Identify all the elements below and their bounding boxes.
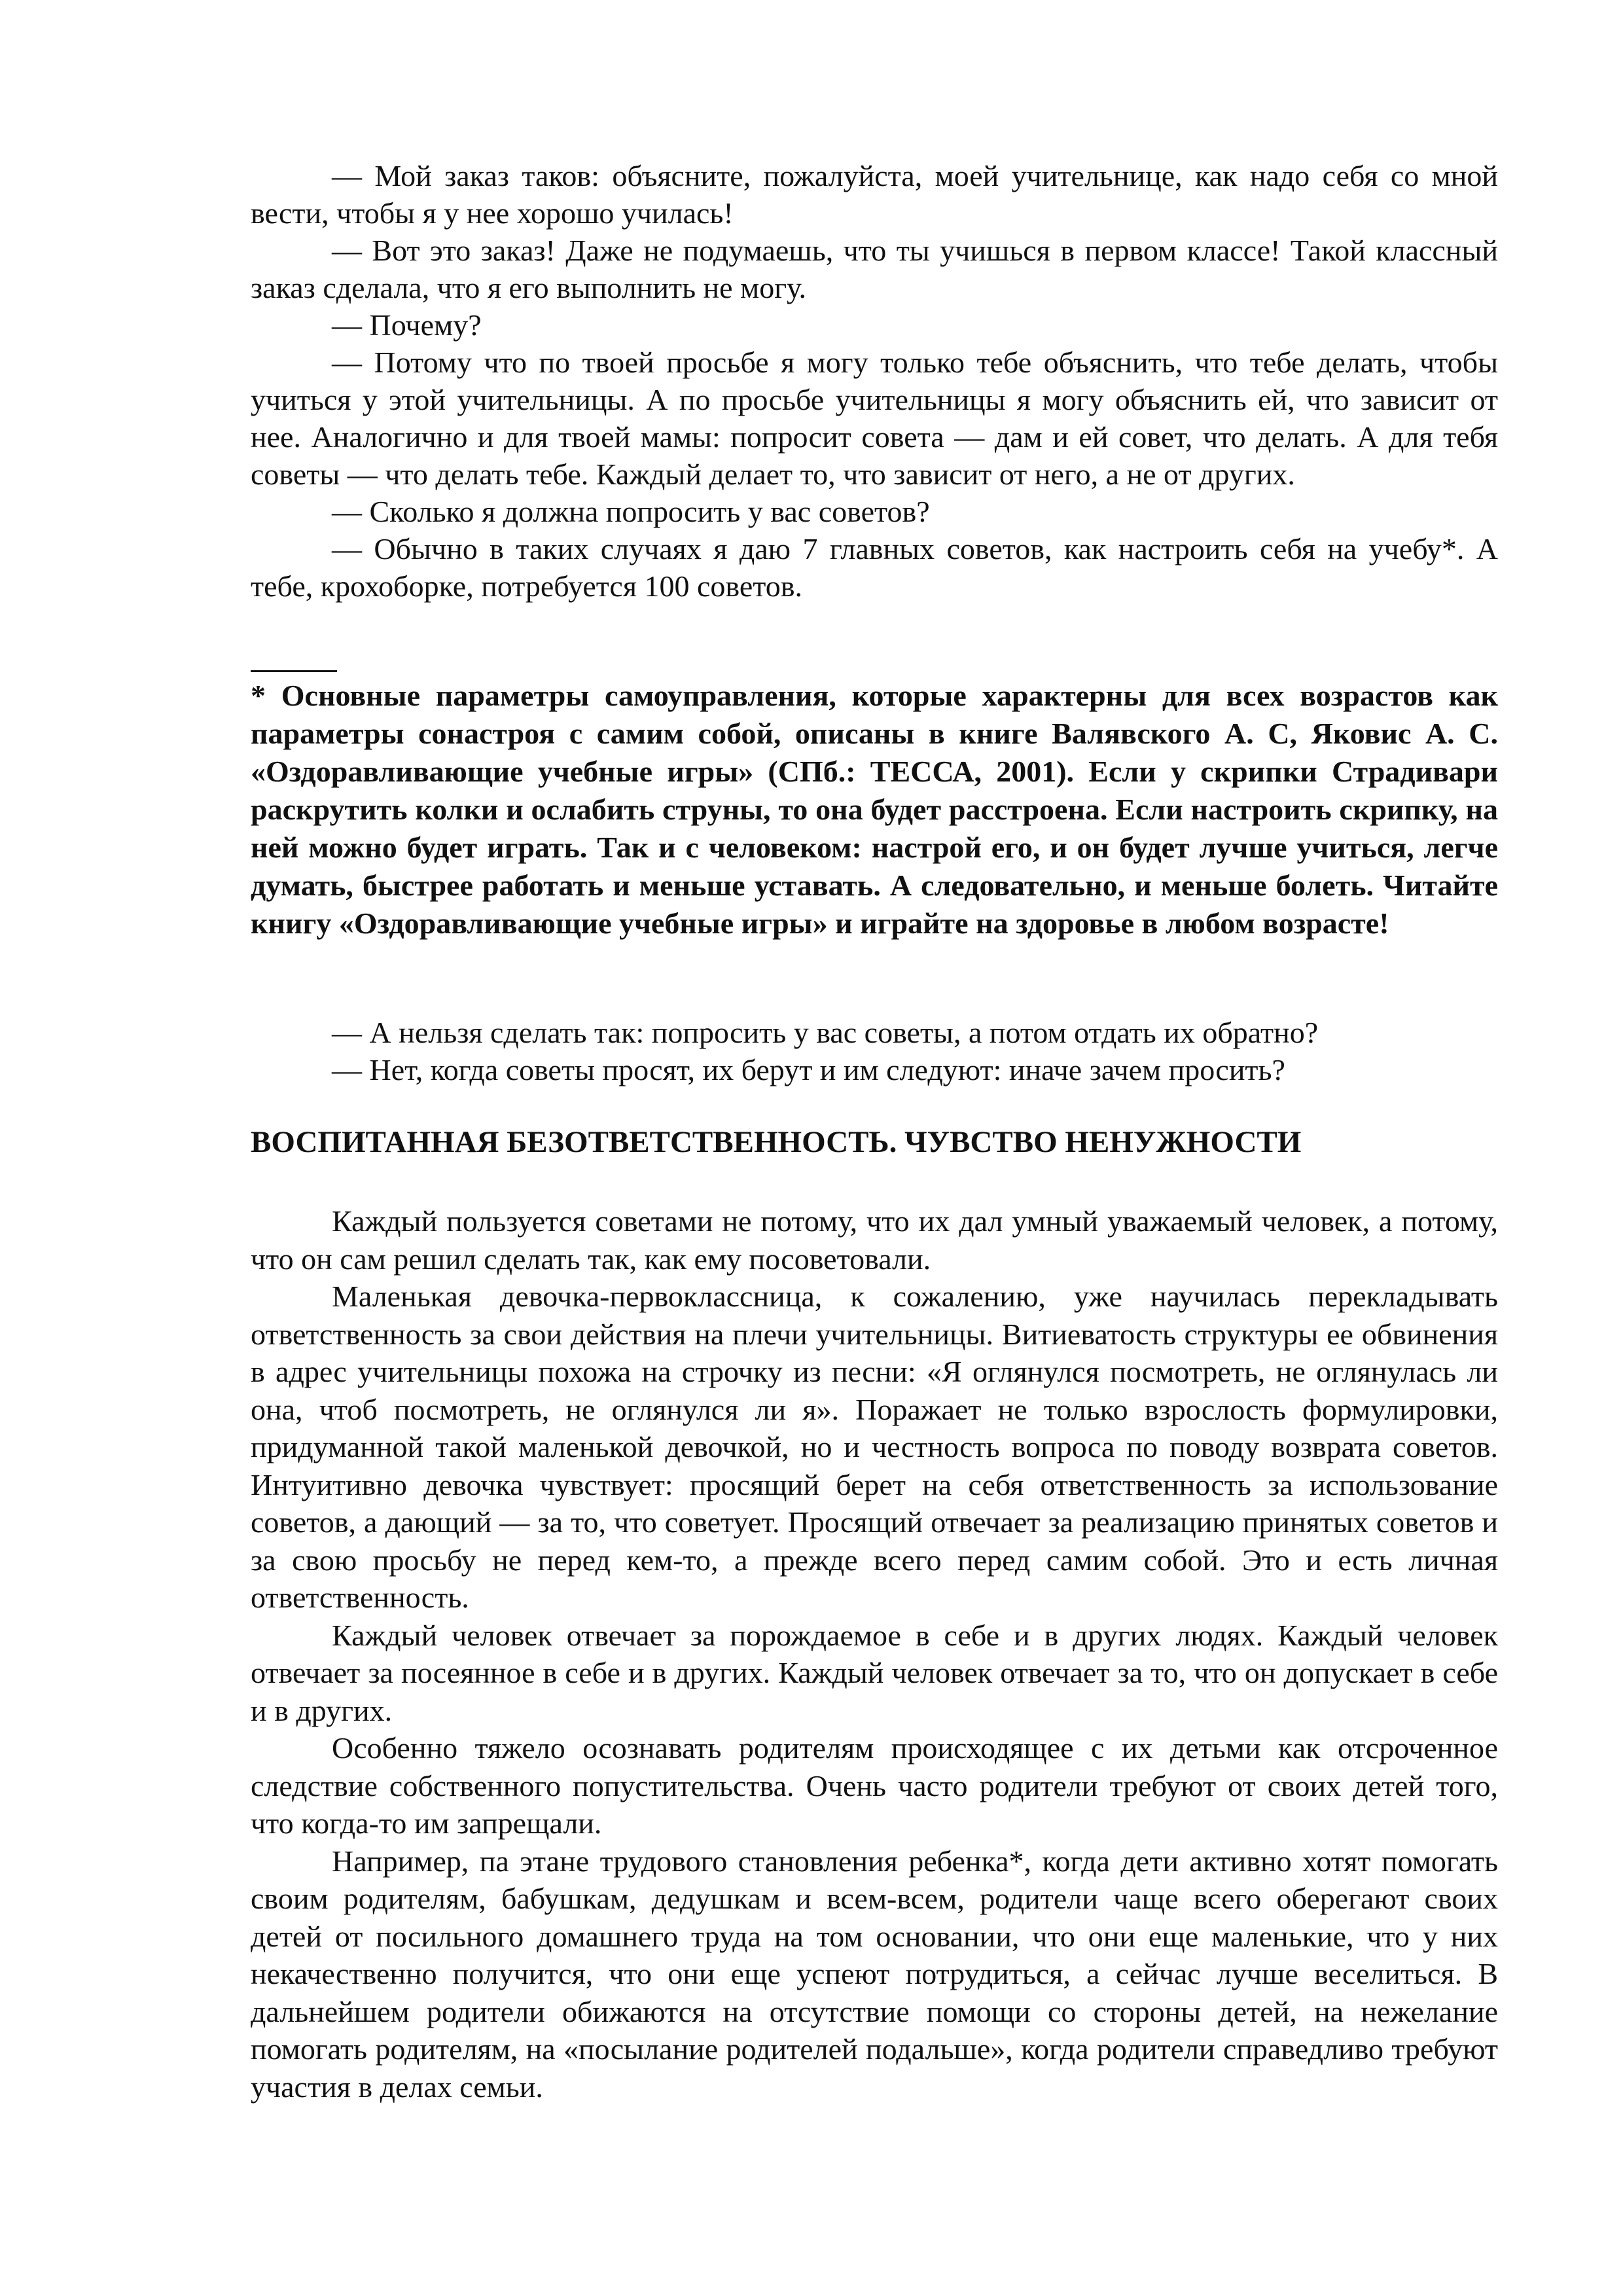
- dialogue-line: — Сколько я должна попросить у вас советов?: [332, 495, 930, 528]
- dialogue-line: — Обычно в таких случаях я даю 7 главных советов, как настроить себя на учебу*. А тебе, крохоборке, потребуется 100 советов.: [251, 532, 1498, 603]
- dialogue-line: — Потому что по твоей просьбе я могу только тебе объяснить, что тебе делать, чтобы учиться у этой учительницы. А по просьбе учительницы я могу объяснить ей, что зависит от нее. Аналогично и для твоей мамы: попросит совета — дам и ей совет, что делать. А для тебя советы — что делать тебе. Каждый делает то, что зависит от него, а не от других.: [251, 346, 1498, 491]
- dialogue-line: — Почему?: [332, 308, 482, 342]
- dialogue-line: — Вот это заказ! Даже не подумаешь, что ты учишься в первом классе! Такой классный заказ сделала, что я его выполнить не могу.: [251, 234, 1498, 304]
- body-paragraph: Особенно тяжело осознавать родителям происходящее с их детьми как отсроченное следствие собственного попустительства. Очень часто родители требуют от своих детей того, что когда-то им запрещали.: [251, 1731, 1498, 1840]
- body-paragraph: Например, па этане трудового становления ребенка*, когда дети активно хотят помогать своим родителям, бабушкам, дедушкам и всем-всем, родители чаще всего оберегают своих детей от посильного домашнего труда на том основании, что они еще маленькие, что у них некачественно получится, что они еще успеют потрудиться, а сейчас лучше веселиться. В дальнейшем родители обижаются на отсутствие помощи со стороны детей, на нежелание помогать родителям, на «посылание родителей подальше», когда родители справедливо требуют участия в делах семьи.: [251, 1844, 1498, 2104]
- footnote-divider: [251, 670, 337, 672]
- dialogue-top: [251, 157, 1498, 605]
- body-paragraph: Каждый пользуется советами не потому, что их дал умный уважаемый человек, а потому, что он сам решил сделать так, как ему посоветовали.: [251, 1204, 1498, 1276]
- section-heading-text: ВОСПИТАННАЯ БЕЗОТВЕТСТВЕННОСТЬ. ЧУВСТВО НЕНУЖНОСТИ: [251, 1125, 1302, 1159]
- dialogue-line: — Нет, когда советы просят, их берут и им следуют: иначе зачем просить?: [332, 1053, 1285, 1086]
- footnote: [251, 677, 1498, 942]
- section-heading: [251, 1122, 1498, 1162]
- dialogue-line: — Мой заказ таков: объясните, пожалуйста, моей учительнице, как надо себя со мной вести, чтобы я у нее хорошо училась!: [251, 159, 1498, 230]
- dialogue-line: — А нельзя сделать так: попросить у вас советы, а потом отдать их обратно?: [332, 1016, 1319, 1049]
- body-paragraph: Маленькая девочка-первоклассница, к сожалению, уже научилась перекладывать ответственность за свои действия на плечи учительницы. Витиеватость структуры ее обвинения в адрес учительницы похожа на строчку из песни: «Я оглянулся посмотреть, не оглянулась ли она, чтоб посмотреть, не оглянулся ли я». Поражает не только взрослость формулировки, придуманной такой маленькой девочкой, но и честность вопроса по поводу возврата советов. Интуитивно девочка чувствует: просящий берет на себя ответственность за использование советов, а дающий — за то, что советует. Просящий отвечает за реализацию принятых советов и за свою просьбу не перед кем-то, а прежде всего перед самим собой. Это и есть личная ответственность.: [251, 1280, 1498, 1614]
- dialogue-bottom: [251, 1014, 1498, 1088]
- body-paragraph: Каждый человек отвечает за порождаемое в себе и в других людях. Каждый человек отвечает за посеянное в себе и в других. Каждый человек отвечает за то, что он допускает в себе и в других.: [251, 1618, 1498, 1727]
- footnote-text: * Основные параметры самоуправления, которые характерны для всех возрастов как параметры сонастроя с самим собой, описаны в книге Валявского А. С, Яковис А. С. «Оздоравливающие учебные игры» (СПб.: ТЕССА, 2001). Если у скрипки Страдивари раскрутить колки и ослабить струны, то она будет расстроена. Если настроить скрипку, на ней можно будет играть. Так и с человеком: настрой его, и он будет лучше учиться, легче думать, быстрее работать и меньше уставать. А следовательно, и меньше болеть. Читайте книгу «Оздоравливающие учебные игры» и играйте на здоровье в любом возрасте!: [251, 679, 1498, 940]
- body-text: [251, 1202, 1498, 2106]
